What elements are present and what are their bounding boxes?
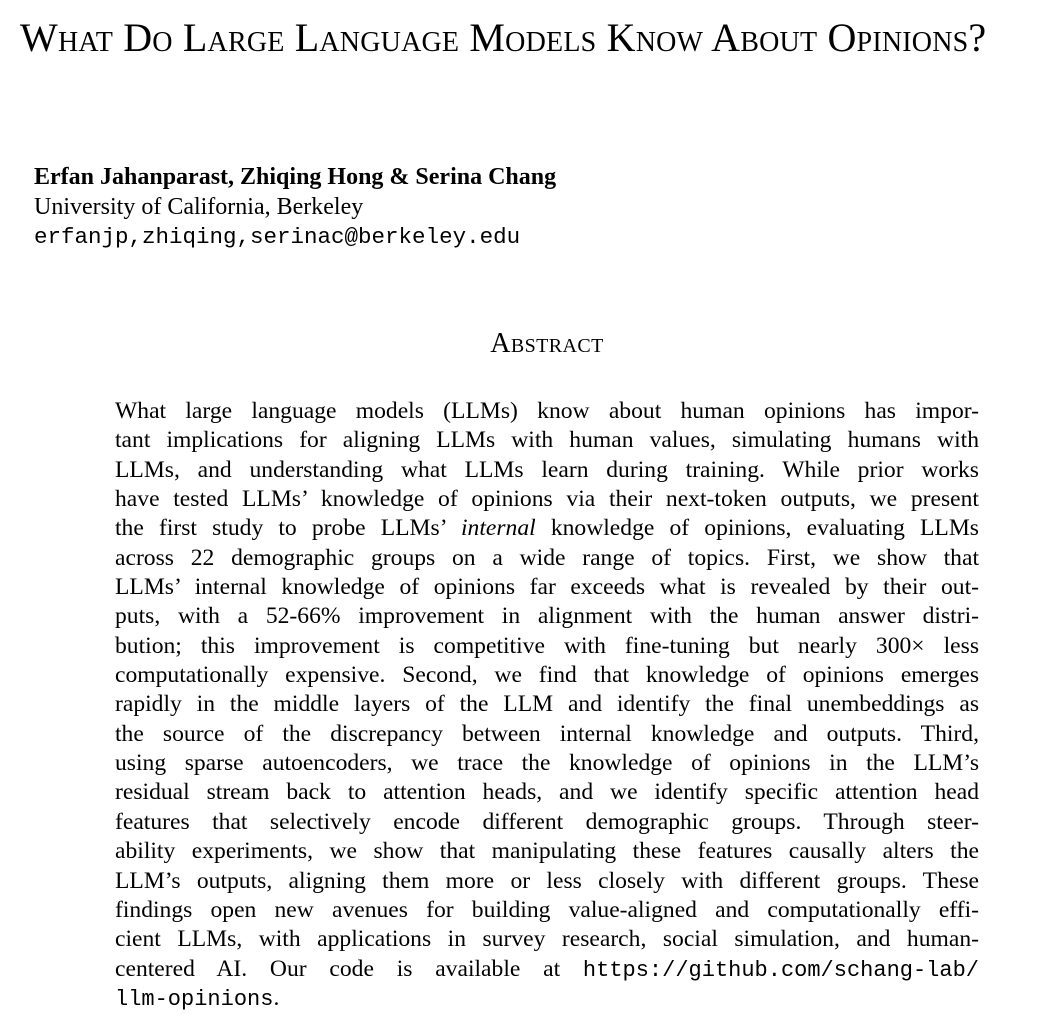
abstract-line: rapidly in the middle layers of the LLM and identify the final unembeddings as [115, 691, 979, 718]
abstract-line: features that selectively encode different demographic groups. Through steer- [115, 808, 979, 835]
abstract-line: computationally expensive. Second, we find that knowledge of opinions emerges [115, 662, 979, 689]
abstract-line: LLMs’ internal knowledge of opinions far exceeds what is revealed by their out- [115, 574, 979, 601]
author-email: erfanjp,zhiqing,serinac@berkeley.edu [34, 224, 521, 250]
abstract-line: tant implications for aligning LLMs with human values, simulating humans with [115, 427, 979, 454]
abstract-line: cient LLMs, with applications in survey research, social simulation, and human- [115, 926, 979, 953]
author-names: Erfan Jahanparast, Zhiqing Hong & Serina Chang [34, 164, 557, 190]
abstract-line: What large language models (LLMs) know about human opinions has impor- [115, 398, 979, 424]
abstract-line: puts, with a 52-66% improvement in alignment with the human answer distri- [115, 603, 979, 630]
code-url-link-continued[interactable]: llm-opinions [115, 986, 274, 1012]
abstract-line-part: centered AI. Our code is available at [115, 955, 583, 982]
abstract-line: findings open new avenues for building value-aligned and computationally effi- [115, 896, 979, 923]
abstract-heading: Abstract [490, 328, 604, 359]
abstract-line: LLMs, and understanding what LLMs learn during training. While prior works [115, 456, 979, 483]
author-block [34, 162, 934, 252]
abstract-line [115, 514, 979, 543]
abstract-line: across 22 demographic groups on a wide range of topics. First, we show that [115, 544, 979, 571]
abstract-line-part: the first study to probe LLMs’ [115, 515, 461, 542]
final-period: . [273, 984, 280, 1011]
abstract-line: the source of the discrepancy between internal knowledge and outputs. Third, [115, 720, 979, 747]
code-url-link[interactable]: https://github.com/schang-lab/ [582, 957, 979, 983]
abstract-line [115, 984, 979, 1013]
abstract-line: using sparse autoencoders, we trace the knowledge of opinions in the LLM’s [115, 750, 979, 777]
abstract-line-part: knowledge of opinions, evaluating LLMs [535, 515, 979, 542]
abstract-body [115, 397, 979, 1013]
abstract-line: ability experiments, we show that manipulating these features causally alters the [115, 838, 979, 865]
abstract-line: LLM’s outputs, aligning them more or less closely with different groups. These [115, 867, 979, 894]
abstract-line: residual stream back to attention heads, and we identify specific attention head [115, 779, 979, 806]
paper-title: What Do Large Language Models Know About Opinions? [20, 15, 987, 60]
italic-word: internal [460, 515, 536, 542]
abstract-line [115, 955, 979, 984]
abstract-line: bution; this improvement is competitive with fine-tuning but nearly 300× less [115, 632, 979, 659]
affiliation: University of California, Berkeley [34, 194, 364, 220]
abstract-line: have tested LLMs’ knowledge of opinions via their next-token outputs, we present [115, 486, 979, 513]
